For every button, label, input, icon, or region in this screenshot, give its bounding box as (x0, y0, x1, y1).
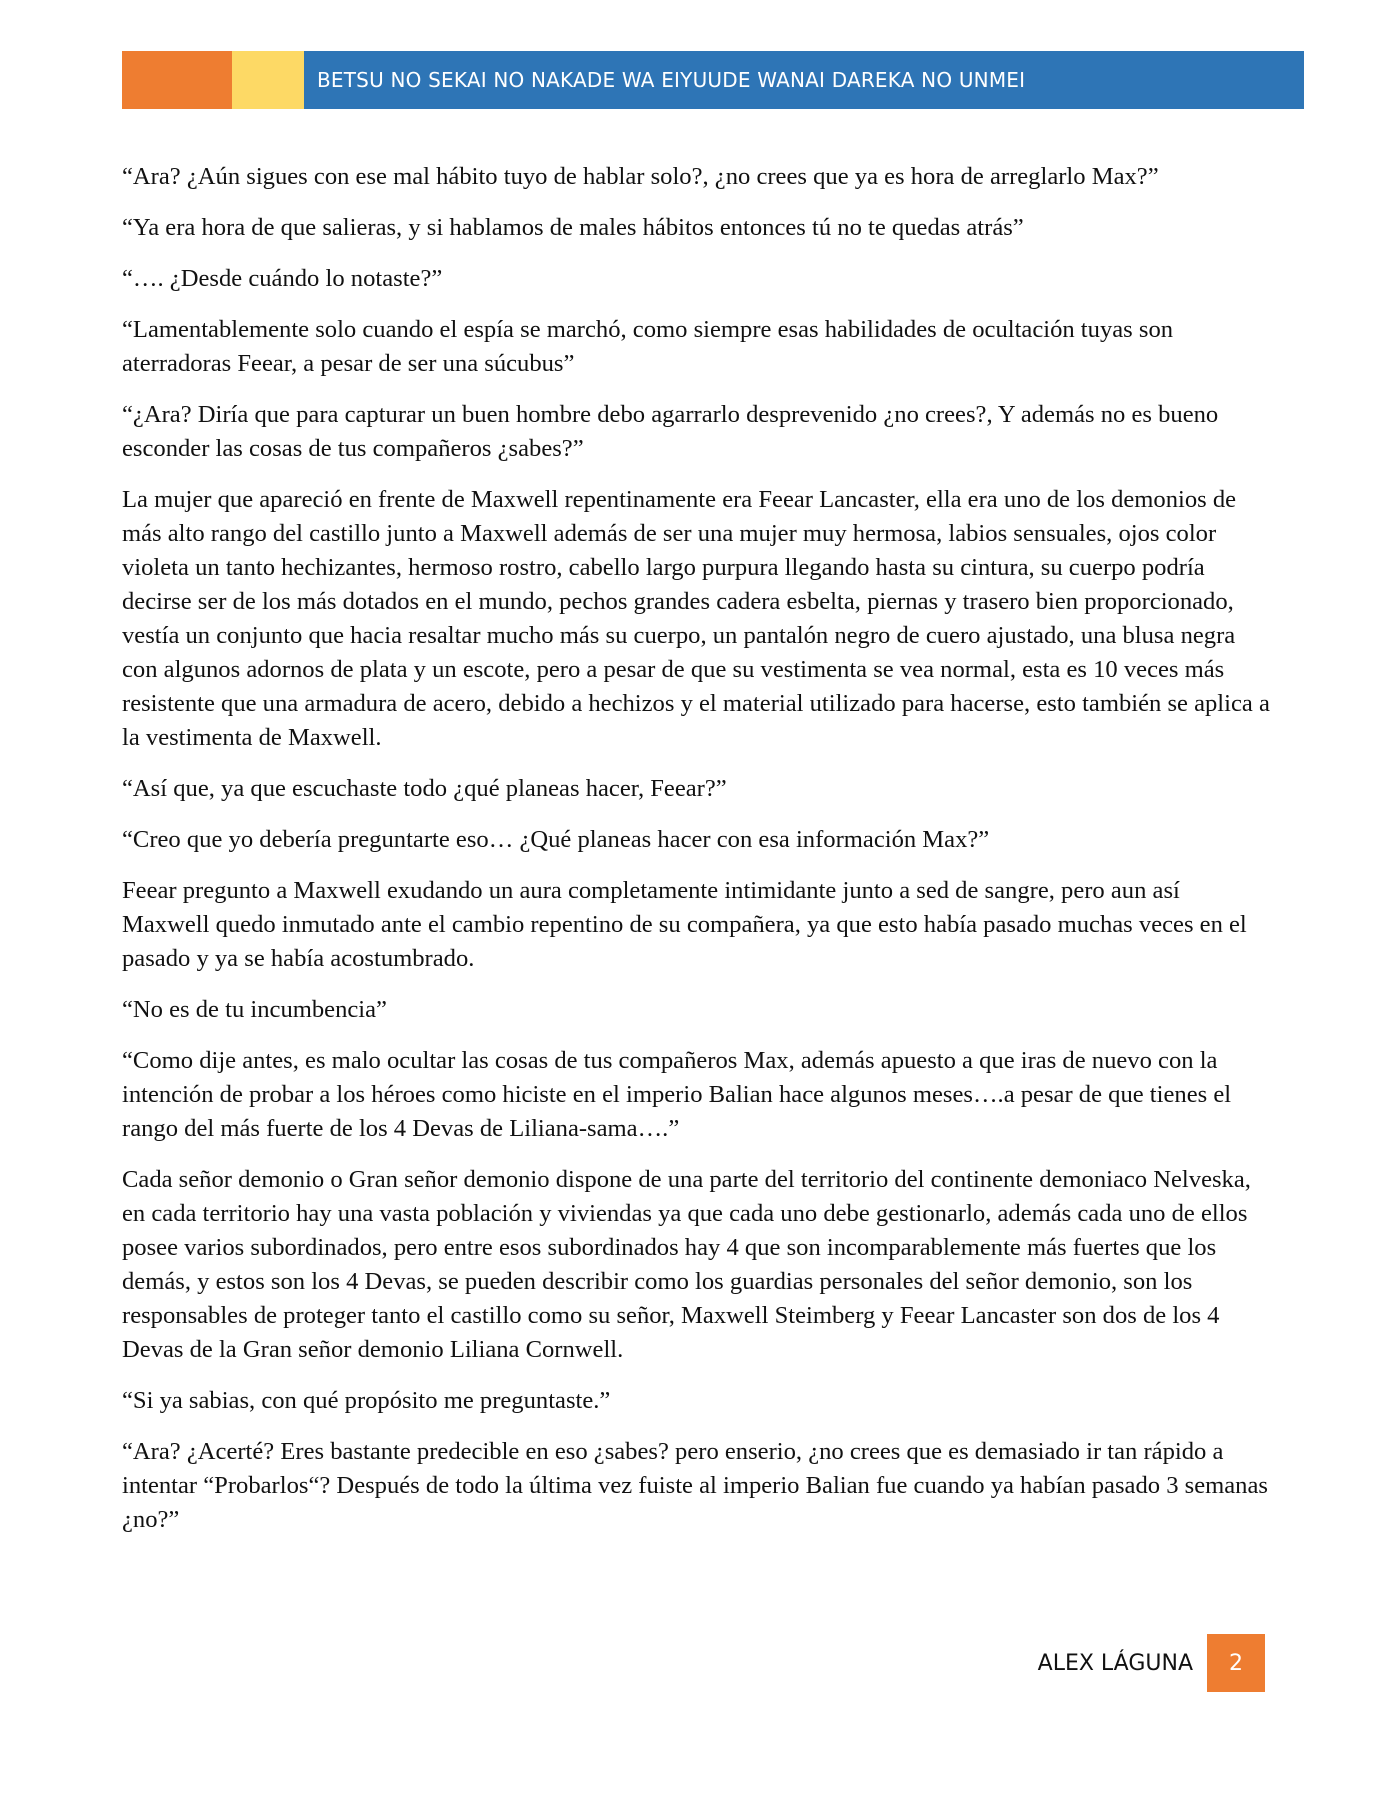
paragraph: “Ara? ¿Acerté? Eres bastante predecible en eso ¿sabes? pero enserio, ¿no crees que es demasiado ir tan rápido a intentar “Probarlos“? Después de todo la última vez fuiste al imperio Balian fue cuando ya habían pasado 3 semanas ¿no?” (122, 1438, 1268, 1533)
header-yellow-block (232, 51, 304, 109)
page-footer (1038, 1634, 1265, 1692)
header-title: BETSU NO SEKAI NO NAKADE WA EIYUUDE WANAI DAREKA NO UNMEI (317, 68, 1026, 92)
paragraph: “Lamentablemente solo cuando el espía se marchó, como siempre esas habilidades de ocultación tuyas son aterradoras Feear, a pesar de ser una súcubus” (122, 316, 1174, 377)
page-header (122, 51, 1304, 109)
document-body (122, 160, 1272, 1554)
paragraph: “Creo que yo debería preguntarte eso… ¿Qué planeas hacer con esa información Max?” (122, 826, 990, 853)
paragraph: Cada señor demonio o Gran señor demonio dispone de una parte del territorio del continente demoniaco Nelveska, en cada territorio hay una vasta población y viviendas ya que cada uno debe gestionarlo, además cada uno de ellos posee varios subordinados, pero entre esos subordinados hay 4 que son incomparablemente más fuertes que los demás, y estos son los 4 Devas, se pueden describir como los guardias personales del señor demonio, son los responsables de proteger tanto el castillo como su señor, Maxwell Steimberg y Feear Lancaster son dos de los 4 Devas de la Gran señor demonio Liliana Cornwell. (122, 1166, 1251, 1363)
paragraph: “Así que, ya que escuchaste todo ¿qué planeas hacer, Feear?” (122, 775, 727, 802)
paragraph: “…. ¿Desde cuándo lo notaste?” (122, 265, 443, 292)
paragraph: Feear pregunto a Maxwell exudando un aura completamente intimidante junto a sed de sangre, pero aun así Maxwell quedo inmutado ante el cambio repentino de su compañera, ya que esto había pasado muchas veces en el pasado y ya se había acostumbrado. (122, 877, 1247, 972)
paragraph: La mujer que apareció en frente de Maxwell repentinamente era Feear Lancaster, ella era uno de los demonios de más alto rango del castillo junto a Maxwell además de ser una mujer muy hermosa, labios sensuales, ojos color violeta un tanto hechizantes, hermoso rostro, cabello largo purpura llegando hasta su cintura, su cuerpo podría decirse ser de los más dotados en el mundo, pechos grandes cadera esbelta, piernas y trasero bien proporcionado, vestía un conjunto que hacia resaltar mucho más su cuerpo, un pantalón negro de cuero ajustado, una blusa negra con algunos adornos de plata y un escote, pero a pesar de que su vestimenta se vea normal, esta es 10 veces más resistente que una armadura de acero, debido a hechizos y el material utilizado para hacerse, esto también se aplica a la vestimenta de Maxwell. (122, 486, 1270, 751)
paragraph: “Como dije antes, es malo ocultar las cosas de tus compañeros Max, además apuesto a que iras de nuevo con la intención de probar a los héroes como hiciste en el imperio Balian hace algunos meses….a pesar de que tienes el rango del más fuerte de los 4 Devas de Liliana-sama….” (122, 1047, 1232, 1142)
page-number: 2 (1207, 1634, 1265, 1692)
header-orange-block (122, 51, 232, 109)
header-title-bar (304, 51, 1304, 109)
paragraph: “No es de tu incumbencia” (122, 996, 387, 1023)
paragraph: “Ya era hora de que salieras, y si hablamos de males hábitos entonces tú no te quedas atrás” (122, 214, 1024, 241)
author-name: ALEX LÁGUNA (1037, 1650, 1193, 1676)
paragraph: “Ara? ¿Aún sigues con ese mal hábito tuyo de hablar solo?, ¿no crees que ya es hora de arreglarlo Max?” (122, 163, 1159, 190)
paragraph: “Si ya sabias, con qué propósito me preguntaste.” (122, 1387, 611, 1414)
paragraph: “¿Ara? Diría que para capturar un buen hombre debo agarrarlo desprevenido ¿no crees?, Y además no es bueno esconder las cosas de tus compañeros ¿sabes?” (122, 401, 1219, 462)
